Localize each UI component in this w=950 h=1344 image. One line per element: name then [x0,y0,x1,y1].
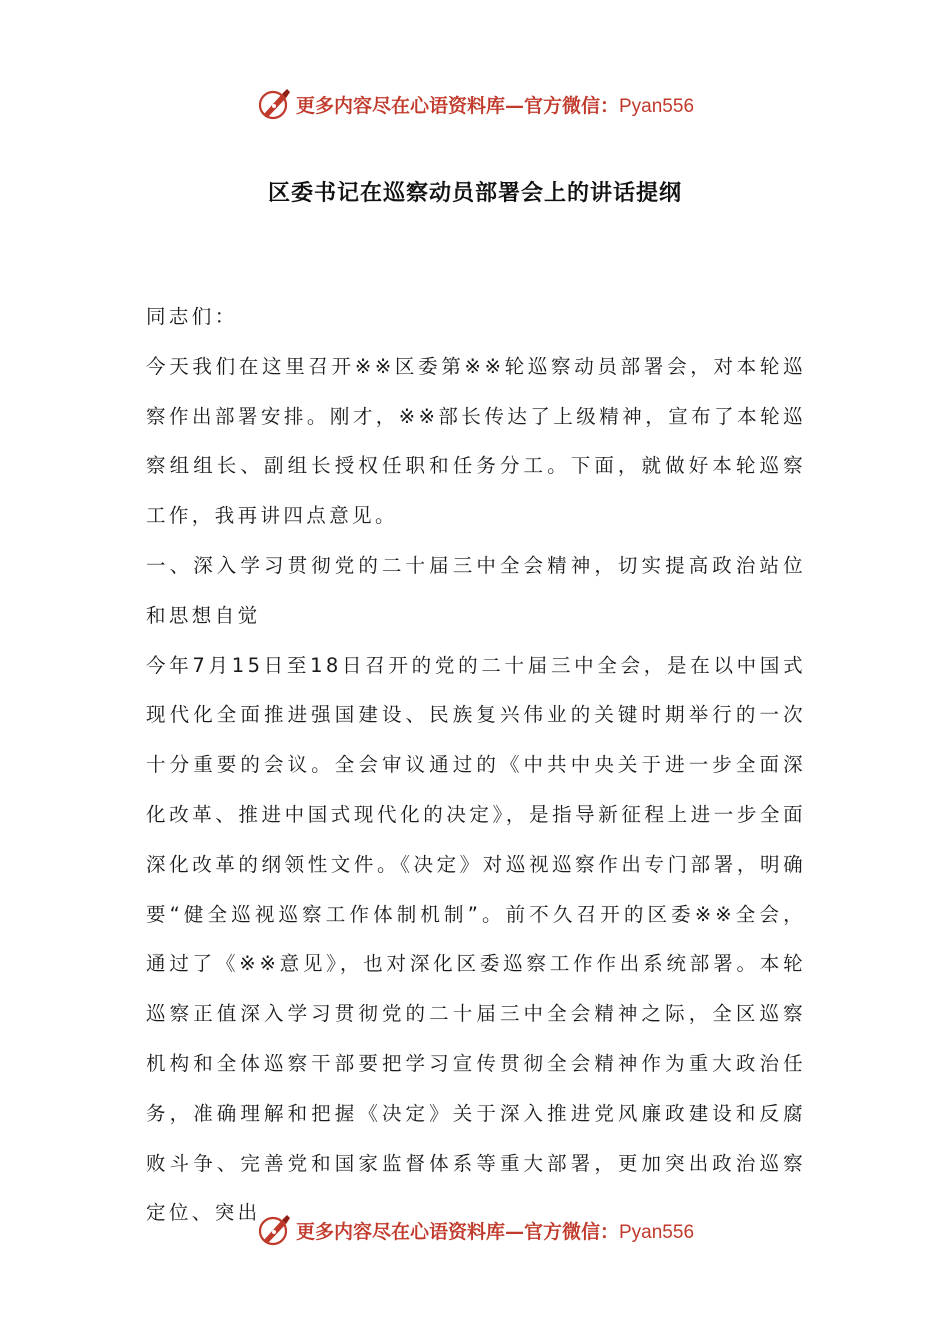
paragraph: 今天我们在这里召开※※区委第※※轮巡察动员部署会，对本轮巡察作出部署安排。刚才，※※部长传达了上级精神，宣布了本轮巡察组组长、副组长授权任职和任务分工。下面，就做好本轮巡察工作，我再讲四点意见。 [146,354,806,528]
banner-wechat-label: 官方微信： [523,1220,619,1243]
header-banner [0,84,950,124]
banner-text [296,91,694,118]
banner-wechat-label: 官方微信： [523,94,619,117]
section-heading: 一、深入学习贯彻党的二十届三中全会精神，切实提高政治站位和思想自觉 [146,553,806,627]
paragraph: 今年7月15日至18日召开的党的二十届三中全会，是在以中国式现代化全面推进强国建设、民族复兴伟业的关键时期举行的一次十分重要的会议。全会审议通过的《中共中央关于进一步全面深化改革、推进中国式现代化的决定》，是指导新征程上进一步全面深化改革的纲领性文件。《决定》对巡视巡察作出专门部署，明确要“健全巡视巡察工作体制机制”。前不久召开的区委※※全会，通过了《※※意见》，也对深化区委巡察工作作出系统部署。本轮巡察正值深入学习贯彻党的二十届三中全会精神之际，全区巡察机构和全体巡察干部要把学习宣传贯彻全会精神作为重大政治任务，准确理解和把握《决定》关于深入推进党风廉政建设和反腐败斗争、完善党和国家监督体系等重大部署，更加突出政治巡察定位、突出 [146,653,806,1225]
banner-wechat-id: Pyan556 [619,95,695,117]
pen-nib-logo-icon [256,86,292,122]
banner-wechat-id: Pyan556 [619,1221,695,1243]
banner-text [296,1217,694,1244]
banner-slogan: 更多内容尽在心语资料库 [295,1220,505,1243]
salutation: 同志们： [146,305,238,328]
document-body [146,292,806,1238]
banner-separator: — [504,1220,524,1243]
banner-separator: — [504,94,524,117]
pen-nib-logo-icon [256,1212,292,1248]
footer-banner [0,1210,950,1250]
document-title: 区委书记在巡察动员部署会上的讲话提纲 [267,181,682,206]
banner-slogan: 更多内容尽在心语资料库 [295,94,505,117]
